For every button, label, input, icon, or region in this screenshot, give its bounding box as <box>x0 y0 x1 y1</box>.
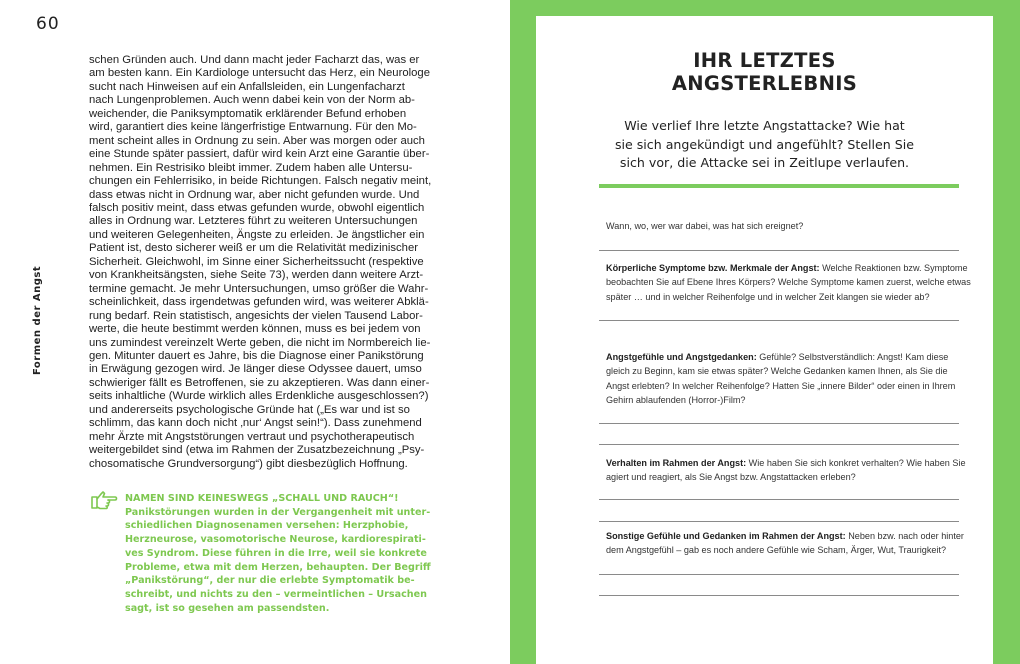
worksheet-title <box>536 49 993 95</box>
question-line: beobachten Sie auf Ebene Ihres Körpers? Welche Symptome kamen zuerst, welche etwas <box>606 277 971 288</box>
page-number: 60 <box>36 14 60 34</box>
body-line: schlimm, das kann doch nicht ‚nur‘ Angst sein!“). Dass zunehmend <box>89 417 422 430</box>
answer-line[interactable] <box>599 574 959 575</box>
question-text: Wie haben Sie sich konkret verhalten? Wie haben Sie <box>746 458 966 468</box>
answer-line[interactable] <box>599 320 959 321</box>
intro-line: Wie verlief Ihre letzte Angstattacke? Wie hat <box>624 118 905 133</box>
body-line: mehr Ärzte mit Angststörungen vertraut und psychotherapeutisch <box>89 430 415 443</box>
tip-box <box>125 492 431 615</box>
question-line: gleich zu Beginn, kam sie etwas später? Welche Gedanken kamen Ihnen, als Sie die <box>606 366 948 377</box>
tip-line: ves Syndrom. Diese führen in die Irre, weil sie konkrete <box>125 547 427 559</box>
body-line: gen. Mitunter dauert es Jahre, bis die Diagnose einer Panikstörung <box>89 349 424 362</box>
question-line: später … und in welcher Reihenfolge und in welcher Zeit klangen sie wieder ab? <box>606 291 930 302</box>
tip-line: Probleme, etwa mit dem Herzen, behaupten. Der Begriff <box>125 561 431 573</box>
question-text: Welche Reaktionen bzw. Symptome <box>819 263 968 273</box>
body-line: termine gemacht. Je mehr Untersuchungen, umso größer die Wahr- <box>89 282 429 295</box>
answer-line[interactable] <box>599 499 959 500</box>
question-feelings-thoughts <box>606 350 966 408</box>
chapter-side-label: Formen der Angst <box>32 265 43 375</box>
question-line: agiert und reagiert, als Sie Angst bzw. Angstattacken erleben? <box>606 472 856 483</box>
body-line: schwieriger fällt es Betroffenen, sie zu akzeptieren. Was dann einer- <box>89 376 430 389</box>
body-line: chosomatische Grundversorgung“) gibt diesbezüglich Hoffnung. <box>89 457 408 470</box>
question-body-symptoms <box>606 261 971 304</box>
body-line: nehmen. Ein Restrisiko bleibt immer. Zudem haben alle Untersu- <box>89 161 413 174</box>
body-line: rung bedarf. Rein statistisch, angesichts der vielen Tausend Labor- <box>89 309 423 322</box>
body-line: wird, garantiert dies keine längerfristige Entwarnung. Für den Mo- <box>89 121 417 134</box>
body-line: uns zumindest vereinzelt Werte geben, die nicht im Normbereich lie- <box>89 336 431 349</box>
tip-line: „Panikstörung“, der nur die erlebte Symptomatik be- <box>125 575 415 587</box>
question-line: Angst erlebten? In welcher Reihenfolge? Hatten Sie „innere Bilder“ oder einen in Ihrem <box>606 380 956 391</box>
body-line: und andererseits psychologische Gründe hat („Es war und ist so <box>89 403 410 416</box>
question-heading: Sonstige Gefühle und Gedanken im Rahmen der Angst: <box>606 531 846 541</box>
tip-heading: NAMEN SIND KEINESWEGS „SCHALL UND RAUCH“! <box>125 493 399 504</box>
worksheet-card <box>536 16 993 664</box>
body-line: ment scheint alles in Ordnung zu sein. Aber was morgen oder auch <box>89 134 425 147</box>
body-line: weitergebildet sind (etwa im Rahmen der Zusatzbezeichnung „Psy- <box>89 444 425 457</box>
body-line: falsch positiv meint, dass etwas gefunden wurde, obwohl eigentlich <box>89 201 425 214</box>
question-text: Gefühle? Selbstverständlich: Angst! Kam diese <box>756 352 949 362</box>
question-other-feelings <box>606 529 966 558</box>
answer-line[interactable] <box>599 444 959 445</box>
body-line: weichender, die Paniksymptomatik erklärender Befund erhoben <box>89 107 407 120</box>
intro-line: sich vor, die Attacke sei in Zeitlupe verlaufen. <box>619 155 910 171</box>
body-line: schen Gründen auch. Und dann macht jeder Facharzt das, was er <box>89 54 420 66</box>
body-line: seits inhaltliche (Wurde wirklich alles Erdenkliche ausgeschlossen?) <box>89 390 429 403</box>
body-line: und weiteren Gelegenheiten, Ängste zu erleiden. Je ängstlicher ein <box>89 228 425 241</box>
green-divider <box>599 184 959 188</box>
title-line: IHR LETZTES <box>693 49 836 72</box>
body-line: am besten kann. Ein Kardiologe untersucht das Herz, ein Neurologe <box>89 67 430 80</box>
body-line: von Krankheitsängsten, siehe Seite 73), werden dann weitere Arzt- <box>89 269 424 282</box>
body-line: werte, die heute bestimmt werden können, muss es bei jedem von <box>89 323 421 336</box>
worksheet-intro <box>536 117 993 173</box>
body-line: Patient ist, desto sicherer weiß er um die Relativität medizinischer <box>89 242 418 255</box>
answer-line[interactable] <box>599 521 959 522</box>
question-line: Wann, wo, wer war dabei, was hat sich ereignet? <box>606 221 804 231</box>
body-line: Sicherheit. Gleichwohl, im Sinne einer Sicherheitssucht (respektive <box>89 255 424 268</box>
body-line: chungen ein Fehlerrisiko, in beide Richtungen. Falsch negativ meint, <box>89 175 432 188</box>
question-heading: Verhalten im Rahmen der Angst: <box>606 458 747 468</box>
body-line: nach Lungenproblemen. Auch wenn dabei kein von der Norm ab- <box>89 94 415 107</box>
body-line: sucht nach Hinweisen auf ein Anfallsleiden, ein Lungenfacharzt <box>89 80 405 93</box>
body-line: dass etwas nicht in Ordnung war, aber nicht gefunden wurde. Und <box>89 188 420 201</box>
tip-line: Herzneurose, vasomotorische Neurose, kardiorespirati- <box>125 534 426 546</box>
tip-line: sagt, ist so gesehen am passendsten. <box>125 602 330 614</box>
question-heading: Körperliche Symptome bzw. Merkmale der Angst: <box>606 263 820 273</box>
body-line: eine Stunde später passiert, dafür wird kein Arzt eine Garantie über- <box>89 148 430 161</box>
pointing-hand-icon <box>90 489 118 511</box>
question-when-where <box>606 219 966 233</box>
answer-line[interactable] <box>599 595 959 596</box>
answer-line[interactable] <box>599 250 959 251</box>
body-line: scheinlichkeit, dass irgendetwas gefunden wird, was weiterer Abklä- <box>89 296 429 309</box>
tip-line: Panikstörungen wurden in der Vergangenheit mit unter- <box>125 506 431 518</box>
answer-line[interactable] <box>599 423 959 424</box>
right-page <box>510 0 1020 664</box>
tip-line: schreibt, und nichts zu den – vermeintlichen – Ursachen <box>125 588 427 600</box>
question-line: Gehirn ablaufenden (Horror-)Film? <box>606 395 746 406</box>
question-text: Neben bzw. nach oder hinter <box>845 531 964 541</box>
title-line: ANGSTERLEBNIS <box>671 72 858 95</box>
tip-line: schiedlichen Diagnosenamen versehen: Herzphobie, <box>125 520 409 532</box>
body-text <box>89 54 432 471</box>
intro-line: sie sich angekündigt und angefühlt? Stellen Sie <box>614 136 915 152</box>
body-line: in Erwägung gezogen wird. Je länger diese Odyssee dauert, umso <box>89 363 422 376</box>
question-line: dem Angstgefühl – gab es noch andere Gefühle wie Scham, Ärger, Wut, Traurigkeit? <box>606 545 947 556</box>
question-heading: Angstgefühle und Angstgedanken: <box>606 352 757 362</box>
question-behaviour <box>606 456 966 485</box>
body-line: alles in Ordnung war. Letzteres führt zu weiteren Untersuchungen <box>89 215 418 228</box>
